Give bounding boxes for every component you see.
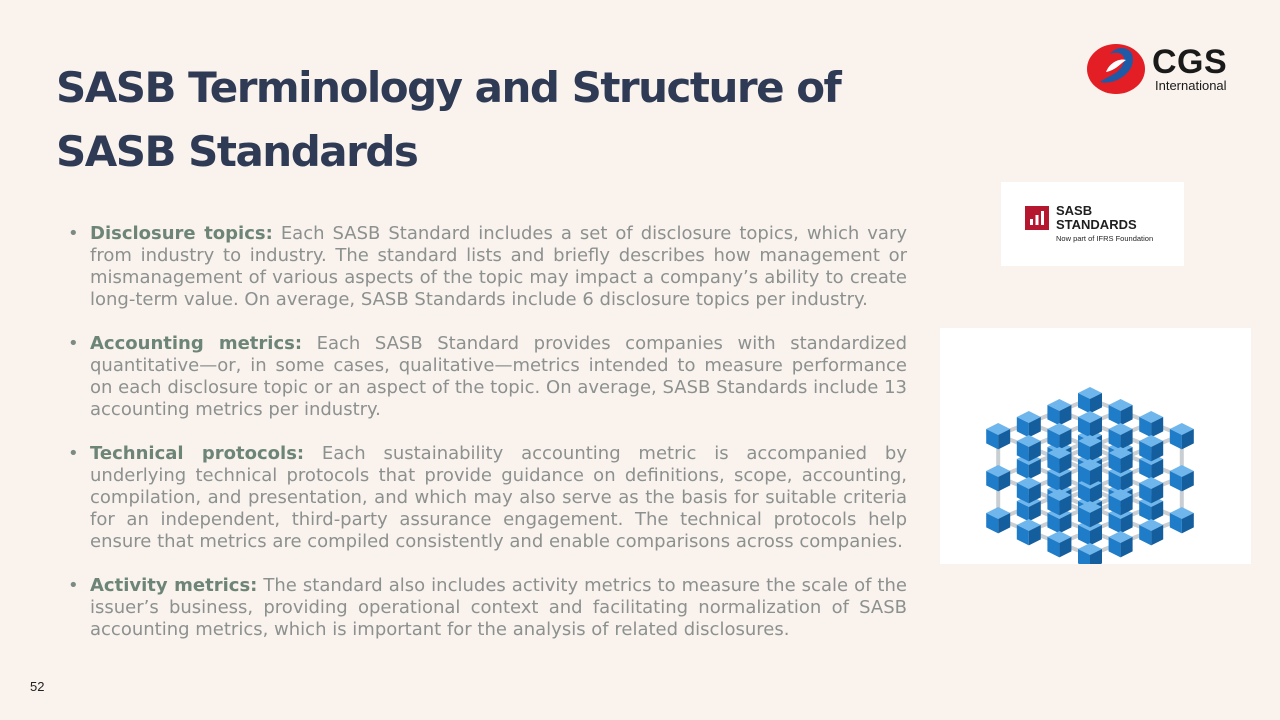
sasb-logo xyxy=(1001,182,1184,266)
sasb-logo-line1: SASB xyxy=(1056,203,1093,218)
bullet-item xyxy=(66,575,907,641)
sasb-logo-line2: STANDARDS xyxy=(1056,217,1137,232)
cgs-swirl-icon xyxy=(1086,42,1146,96)
page-number: 52 xyxy=(30,679,45,694)
bullet-text: Each SASB Standard includes a set of disclosure topics, which vary from industry to industry. The standard lists and briefly describes how management or mismanagement of various aspects of the topic may impact a company’s ability to create long-term value. On average, SASB Standards include 6 disclosure topics per industry. xyxy=(90,223,908,310)
bullet-item xyxy=(66,333,907,421)
bullet-term: Accounting metrics: xyxy=(90,333,303,354)
bullet-list xyxy=(66,223,907,663)
sasb-logo-tagline: Now part of IFRS Foundation xyxy=(1056,234,1154,243)
bullet-term: Technical protocols: xyxy=(90,443,305,464)
bullet-text: The standard also includes activity metrics to measure the scale of the issuer’s business, providing operational context and facilitating normalization of SASB accounting metrics, which is important for the analysis of related disclosures. xyxy=(90,575,907,640)
sasb-logo-name xyxy=(1056,204,1137,232)
slide-title: SASB Terminology and Structure of SASB Standards xyxy=(56,63,841,176)
bullet-item xyxy=(66,223,907,311)
cgs-logo-subtitle: International xyxy=(1155,78,1227,93)
bullet-term: Activity metrics: xyxy=(90,575,258,596)
bullet-text: Each SASB Standard provides companies with standardized quantitative—or, in some cases, qualitative—metrics intended to measure performance on each disclosure topic or an aspect of the topic. On average, SASB Standards include 13 accounting metrics per industry. xyxy=(90,333,907,420)
cube-lattice-icon xyxy=(940,328,1251,564)
cgs-logo-name: CGS xyxy=(1152,43,1228,81)
bullet-term: Disclosure topics: xyxy=(90,223,273,244)
cube-lattice-image xyxy=(940,328,1251,564)
sasb-bars-icon xyxy=(1025,206,1049,230)
bullet-item xyxy=(66,443,907,553)
cgs-logo xyxy=(1086,40,1236,96)
bullet-text: Each sustainability accounting metric is accompanied by underlying technical protocols that provide guidance on definitions, scope, accounting, compilation, and presentation, and which may also serve as the basis for suitable criteria for an independent, third-party assurance engagement. The technical protocols help ensure that metrics are compiled consistently and enable comparisons across companies. xyxy=(90,443,907,552)
